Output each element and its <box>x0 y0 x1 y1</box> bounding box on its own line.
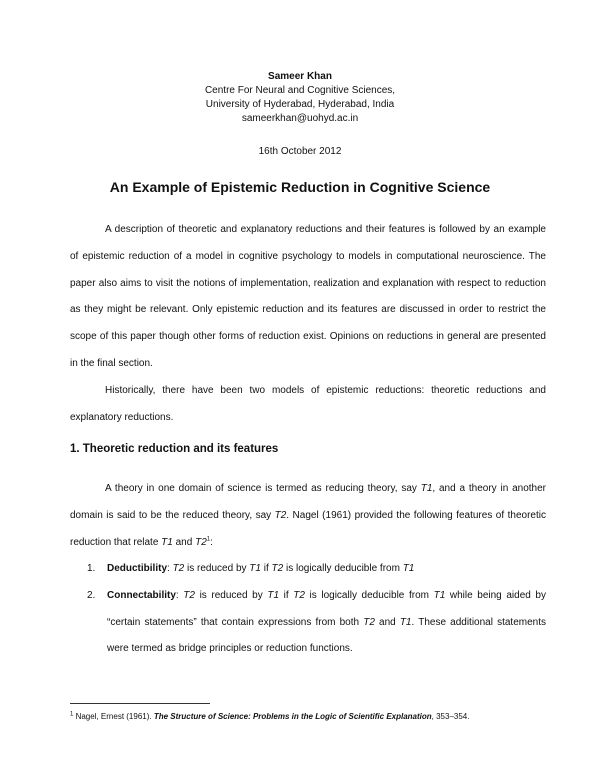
section-1-paragraph <box>70 476 546 556</box>
theory-symbol: T2 <box>293 589 305 601</box>
author-name: Sameer Khan <box>268 71 332 82</box>
list-item-deductibility <box>70 556 546 583</box>
theory-symbol: T1 <box>399 616 412 628</box>
paper-date: 16th October 2012 <box>258 146 342 157</box>
theory-symbol: T1 <box>420 483 433 494</box>
text-span: Nagel, Ernest (1961). <box>73 712 154 721</box>
text-span: : <box>210 536 213 548</box>
term-label: Connectability <box>107 589 176 601</box>
theory-symbol: T2 <box>172 563 185 574</box>
text-span: is reduced by <box>184 563 250 574</box>
theory-symbol: T1 <box>249 563 261 574</box>
theory-symbol: T2 <box>195 536 207 548</box>
theory-symbol: T1 <box>161 536 173 548</box>
text-span: if <box>279 589 294 601</box>
list-item-connectability <box>70 583 546 663</box>
theory-symbol: T1 <box>267 589 280 601</box>
text-span: : <box>175 589 184 601</box>
section-1-heading: 1. Theoretic reduction and its features <box>70 443 279 455</box>
book-title: The Structure of Science: Problems in the Logic of Scientific Explanation <box>153 712 432 721</box>
text-span: A theory in one domain of science is termed as reducing theory, say <box>105 483 421 494</box>
feature-list <box>70 556 546 663</box>
theory-symbol: T2 <box>271 563 284 574</box>
theory-symbol: T1 <box>402 563 415 574</box>
footnote-mark: 1 <box>70 711 74 718</box>
text-span: is logically deducible from <box>283 563 403 574</box>
text-span: : <box>167 563 173 574</box>
text-span: , 353–354. <box>431 712 470 721</box>
author-email: sameerkhan@uohyd.ac.in <box>241 113 359 124</box>
footnote <box>70 711 469 722</box>
paper-title: An Example of Epistemic Reduction in Cognitive Science <box>109 179 491 195</box>
list-number: 1. <box>87 563 96 574</box>
theory-symbol: T2 <box>274 509 287 521</box>
text-span: while being aided by “certain statements” that contain expressions from both <box>107 589 546 628</box>
intro-paragraph-2: Historically, there have been two models of epistemic reductions: theoretic reductions and explanatory reductions. <box>70 384 546 423</box>
text-span: is logically deducible from <box>304 589 434 601</box>
term-label: Deductibility <box>107 563 168 574</box>
text-span: , and a theory in another domain is said to be the reduced theory, say <box>70 483 546 521</box>
list-number: 2. <box>87 589 96 601</box>
abstract-block <box>70 217 546 431</box>
footnote-divider <box>70 703 210 704</box>
text-span: and <box>172 536 196 548</box>
text-span: is reduced by <box>194 589 268 601</box>
author-affiliation-1: Centre For Neural and Cognitive Sciences, <box>204 85 396 96</box>
theory-symbol: T1 <box>433 589 446 601</box>
footnote-ref[interactable]: 1 <box>206 536 211 543</box>
theory-symbol: T2 <box>183 589 195 601</box>
text-span: . Nagel (1961) provided the following features of theoretic reduction that relate <box>70 509 546 548</box>
author-affiliation-2: University of Hyderabad, Hyderabad, India <box>205 99 395 110</box>
theory-symbol: T2 <box>363 616 375 628</box>
text-span: . These additional statements were termed as bridge principles or reduction functions. <box>107 616 546 655</box>
text-span: if <box>260 563 272 574</box>
text-span: and <box>374 616 400 628</box>
abstract-paragraph: A description of theoretic and explanatory reductions and their features is followed by an example of epistemic reduction of a model in cognitive psychology to models in computational neuroscience. The paper also aims to visit the notions of implementation, realization and explanation with respect to reduction as they might be relevant. Only epistemic reduction and its features are discussed in order to restrict the scope of this paper though other forms of reduction exist. Opinions on reductions in general are presented in the final section. <box>70 224 546 369</box>
